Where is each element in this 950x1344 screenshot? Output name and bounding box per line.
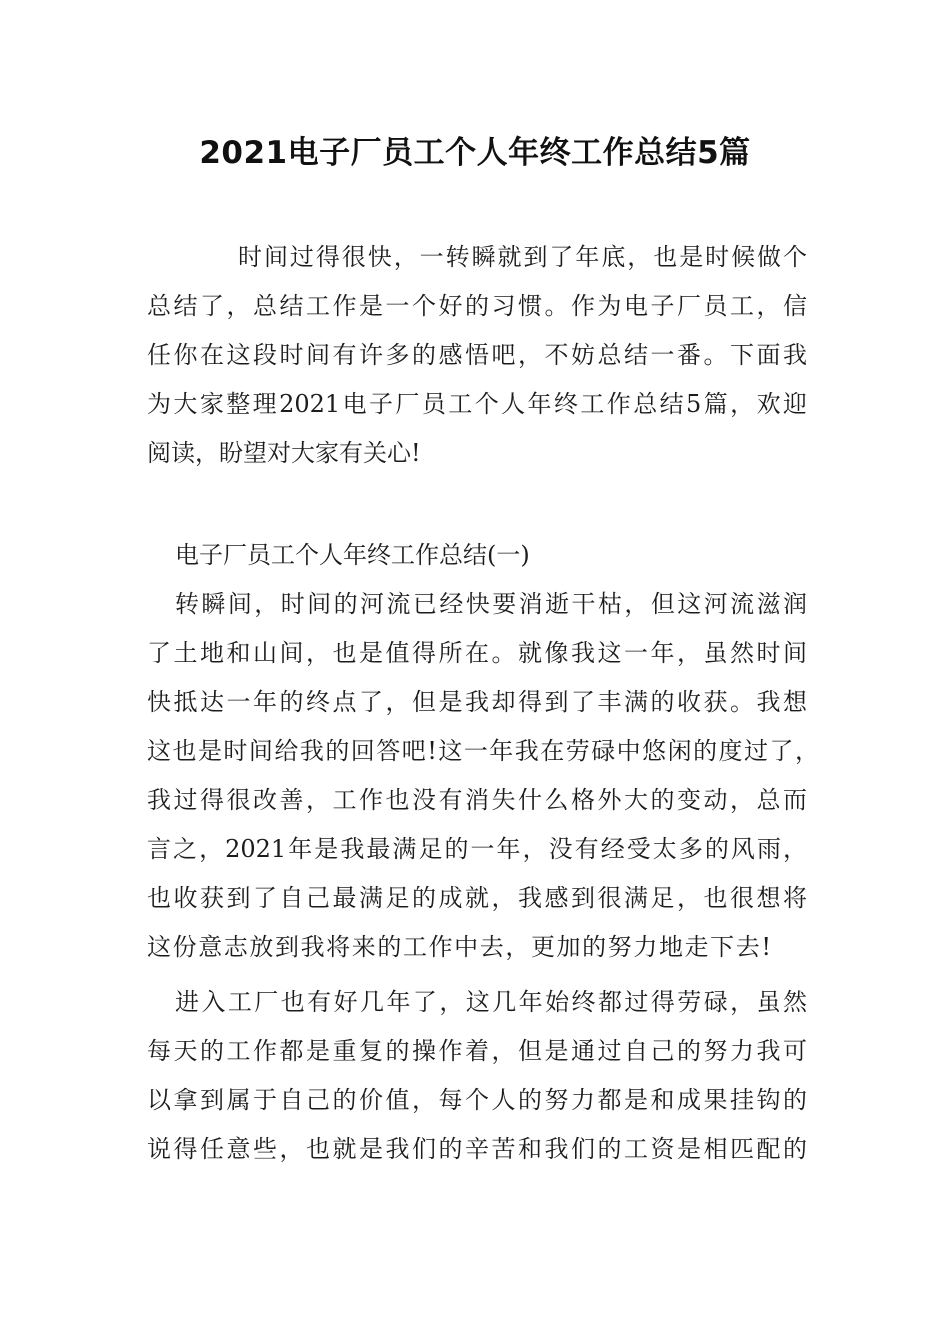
paragraph-line: 也收获到了自己最满足的成就，我感到很满足，也很想将 (147, 884, 807, 912)
paragraph-line: 转瞬间，时间的河流已经快要消逝干枯，但这河流滋润 (175, 590, 807, 618)
section-heading: 电子厂员工个人年终工作总结(一) (175, 541, 530, 569)
paragraph-line: 这也是时间给我的回答吧!这一年我在劳碌中悠闲的度过了， (147, 737, 819, 765)
paragraph-line: 以拿到属于自己的价值，每个人的努力都是和成果挂钩的 (147, 1086, 807, 1114)
intro-line: 阅读，盼望对大家有关心! (147, 439, 421, 467)
paragraph-line: 言之，2021年是我最满足的一年，没有经受太多的风雨， (147, 835, 807, 863)
paragraph-line: 了土地和山间，也是值得所在。就像我这一年，虽然时间 (147, 639, 807, 667)
intro-line: 时间过得很快，一转瞬就到了年底，也是时候做个 (238, 243, 807, 271)
intro-line: 总结了，总结工作是一个好的习惯。作为电子厂员工，信 (147, 292, 807, 320)
paragraph-line: 每天的工作都是重复的操作着，但是通过自己的努力我可 (147, 1037, 807, 1065)
paragraph-line: 这份意志放到我将来的工作中去，更加的努力地走下去! (147, 933, 771, 961)
paragraph-line: 进入工厂也有好几年了，这几年始终都过得劳碌，虽然 (175, 988, 807, 1016)
intro-line: 为大家整理2021电子厂员工个人年终工作总结5篇，欢迎 (147, 390, 807, 418)
document-title: 2021电子厂员工个人年终工作总结5篇 (199, 135, 751, 171)
paragraph-line: 说得任意些，也就是我们的辛苦和我们的工资是相匹配的 (147, 1135, 807, 1163)
intro-line: 任你在这段时间有许多的感悟吧，不妨总结一番。下面我 (147, 341, 807, 369)
paragraph-line: 我过得很改善，工作也没有消失什么格外大的变动，总而 (147, 786, 807, 814)
paragraph-line: 快抵达一年的终点了，但是我却得到了丰满的收获。我想 (147, 688, 807, 716)
